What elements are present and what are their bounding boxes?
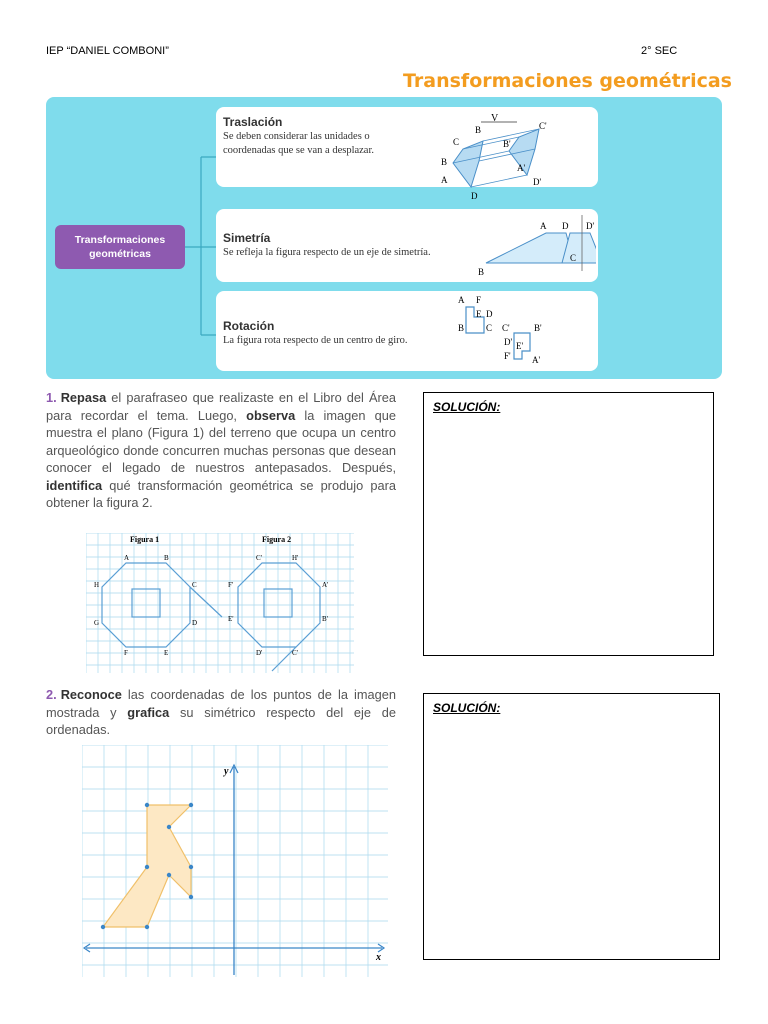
question-number: 2. <box>46 687 57 702</box>
keyword: identifica <box>46 477 103 493</box>
svg-text:C: C <box>486 323 493 333</box>
solution-label: SOLUCIÓN: <box>433 701 501 715</box>
card-desc: Se deben considerar las unidades o coordenadas que se van a desplazar. <box>223 131 375 156</box>
coordinate-grid <box>82 745 388 977</box>
question-1-text <box>46 389 396 512</box>
svg-text:B': B' <box>503 139 511 149</box>
svg-text:F': F' <box>504 351 511 361</box>
svg-text:D: D <box>486 309 493 319</box>
svg-text:A: A <box>458 295 465 305</box>
figure-1-2-grid <box>86 533 354 673</box>
keyword: Reconoce <box>60 687 122 702</box>
svg-text:F: F <box>124 649 128 657</box>
svg-text:H': H' <box>292 554 299 562</box>
svg-text:D': D' <box>256 649 263 657</box>
keyword: grafica <box>127 704 170 720</box>
text-part: las coordenadas de los puntos de la imagen mostrada y <box>46 687 396 720</box>
solution-box-2[interactable] <box>423 693 720 960</box>
svg-text:B: B <box>164 554 169 562</box>
fig2-label: Figura 2 <box>262 535 292 544</box>
svg-text:B': B' <box>322 615 328 623</box>
keyword: observa <box>246 407 296 423</box>
svg-text:H: H <box>94 581 100 589</box>
card-desc: La figura rota respecto de un centro de giro. <box>223 335 408 346</box>
svg-text:C': C' <box>292 649 298 657</box>
text-part: la imagen que muestra el plano (Figura 1) del terreno que ocupa un centro arqueológico donde concurren muchas personas que desean conocer el legado de nuestros antepasados. Después, <box>46 407 396 475</box>
svg-text:D': D' <box>504 337 513 347</box>
svg-text:B: B <box>478 267 485 277</box>
keyword: Repasa <box>60 390 107 405</box>
svg-text:B: B <box>475 125 482 135</box>
x-axis-label: x <box>376 952 381 963</box>
card-traslacion <box>216 107 598 201</box>
svg-text:A': A' <box>322 581 329 589</box>
svg-text:D': D' <box>586 221 595 231</box>
question-2-text <box>46 686 396 739</box>
card-title: Traslación <box>223 115 283 129</box>
card-desc: Se refleja la figura respecto de un eje de simetría. <box>223 247 431 258</box>
grade-label: 2° SEC <box>641 45 678 57</box>
svg-text:D: D <box>192 619 198 627</box>
text-part: el parafraseo que realizaste en el Libro del Área para recordar el tema. Luego, <box>46 390 396 423</box>
card-title: Simetría <box>223 231 271 245</box>
fig1-label: Figura 1 <box>130 535 160 544</box>
symmetry-figure <box>478 213 596 279</box>
card-rotacion <box>216 291 598 371</box>
y-axis-label: y <box>224 766 229 777</box>
svg-text:A': A' <box>517 163 526 173</box>
svg-text:C: C <box>453 137 460 147</box>
school-name: IEP “DANIEL COMBONI” <box>46 45 169 57</box>
concept-map-panel <box>46 97 722 379</box>
svg-text:D: D <box>562 221 569 231</box>
svg-text:D: D <box>471 191 478 201</box>
rotation-figure <box>454 293 574 369</box>
text-part: su simétrico respecto del eje de ordenadas. <box>46 704 397 737</box>
svg-text:E: E <box>164 649 169 657</box>
svg-text:F': F' <box>228 581 234 589</box>
svg-text:A: A <box>540 221 547 231</box>
svg-text:D': D' <box>533 177 542 187</box>
concept-map-center: Transformaciones geométricas <box>55 225 185 269</box>
svg-text:G: G <box>94 619 100 627</box>
svg-text:A: A <box>124 554 130 562</box>
question-number: 1. <box>46 390 57 405</box>
text-part: qué transformación geométrica se produjo para obtener la figura 2. <box>46 477 396 510</box>
svg-text:E': E' <box>228 615 234 623</box>
svg-text:V: V <box>491 113 499 124</box>
svg-text:B: B <box>458 323 465 333</box>
svg-text:A': A' <box>532 355 541 365</box>
svg-text:A: A <box>441 175 448 185</box>
page-title: Transformaciones geométricas <box>403 70 732 92</box>
svg-text:B': B' <box>534 323 542 333</box>
svg-text:C': C' <box>256 554 262 562</box>
svg-text:C': C' <box>539 121 547 131</box>
card-title: Rotación <box>223 319 275 333</box>
solution-label: SOLUCIÓN: <box>433 400 501 414</box>
svg-text:C: C <box>570 253 577 263</box>
svg-text:F: F <box>476 295 482 305</box>
card-simetria <box>216 209 598 282</box>
translation-figure <box>441 111 571 203</box>
svg-text:E': E' <box>516 341 524 351</box>
svg-text:B: B <box>441 157 448 167</box>
svg-text:E: E <box>476 309 482 319</box>
svg-text:C': C' <box>502 323 510 333</box>
solution-box-1[interactable] <box>423 392 714 656</box>
svg-text:C: C <box>192 581 197 589</box>
